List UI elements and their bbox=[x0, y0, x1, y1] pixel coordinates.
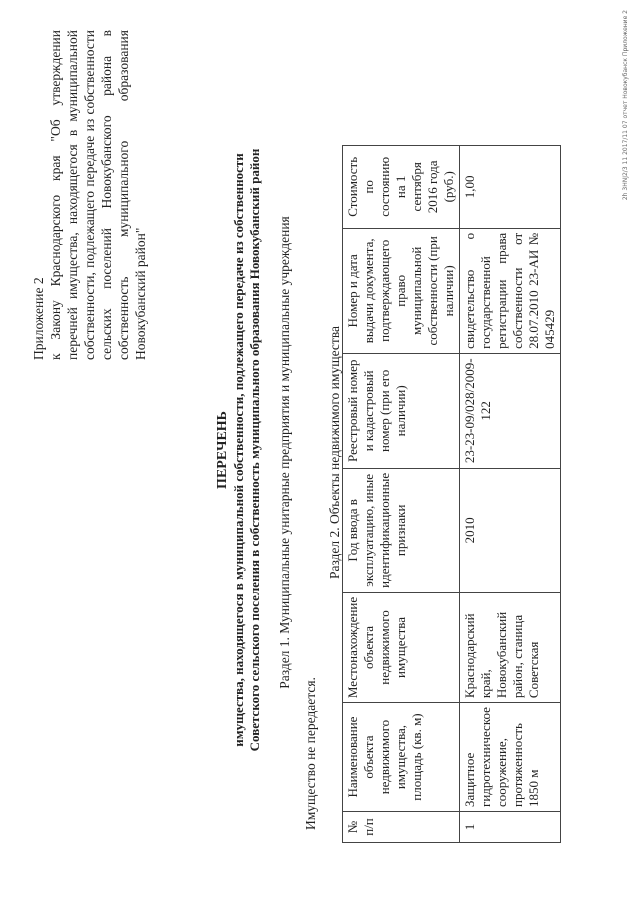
document-heading bbox=[215, 50, 263, 850]
document-title: ПЕРЕЧЕНЬ bbox=[215, 411, 230, 489]
section-2-title: Раздел 2. Объекты недвижимого имущества bbox=[327, 325, 342, 580]
appendix-block bbox=[30, 30, 149, 360]
page-footer: 2h 3HNJ2/3 11 2017/11 07 отчет Новокубанск Приложение 2 bbox=[622, 10, 629, 201]
cell-cost: 1,00 bbox=[460, 145, 561, 228]
heading-line-1: имущества, находящегося в муниципальной собственности, подлежащего передаче из собственности bbox=[231, 153, 246, 747]
heading-line-2: Советского сельского поселения в собственность муниципального образования Новокубанский район bbox=[247, 148, 262, 752]
cell-document: свидетельство о государственной регистрации права собственности от 28.07.2010 23-АИ № 045429 bbox=[460, 228, 561, 353]
section-1-note: Имущество не передается. bbox=[303, 677, 318, 830]
cell-registry: 23-23-09/028/2009-122 bbox=[460, 353, 561, 468]
col-header-cost: Стоимость по состоянию на 1 сентября 2016 года (руб.) bbox=[343, 145, 460, 228]
col-header-name: Наименование объекта недвижимого имущества, площадь (кв. м) bbox=[343, 703, 460, 812]
section-1-title: Раздел 1. Муниципальные унитарные предприятия и муниципальные учреждения bbox=[277, 216, 292, 689]
cell-name: Защитное гидротехническое сооружение, протяженность 1850 м bbox=[460, 703, 561, 812]
property-table bbox=[342, 145, 561, 843]
appendix-text: к Закону Краснодарского края "Об утверждении перечней имущества, находящегося в муниципальной собственности, подлежащего передаче из собственности сельских поселений Новокубанского района в собственность муниципального образования Новокубанский район" bbox=[48, 30, 148, 360]
col-header-location: Местонахождение объекта недвижимого имущества bbox=[343, 592, 460, 702]
col-header-document: Номер и дата выдачи документа, подтверждающего право муниципальной собственности (при наличии) bbox=[343, 228, 460, 353]
col-header-number: № п/п bbox=[343, 812, 460, 843]
table-header-row bbox=[343, 145, 460, 842]
appendix-number: Приложение 2 bbox=[31, 277, 46, 360]
col-header-year: Год ввода в эксплуатацию, иные идентификационные признаки bbox=[343, 468, 460, 592]
cell-location: Краснодарский край, Новокубанский район, станица Советская bbox=[460, 592, 561, 702]
cell-year: 2010 bbox=[460, 468, 561, 592]
table-row bbox=[460, 145, 561, 842]
col-header-registry: Реестровый номер и кадастровый номер (при его наличии) bbox=[343, 353, 460, 468]
cell-number: 1 bbox=[460, 812, 561, 843]
